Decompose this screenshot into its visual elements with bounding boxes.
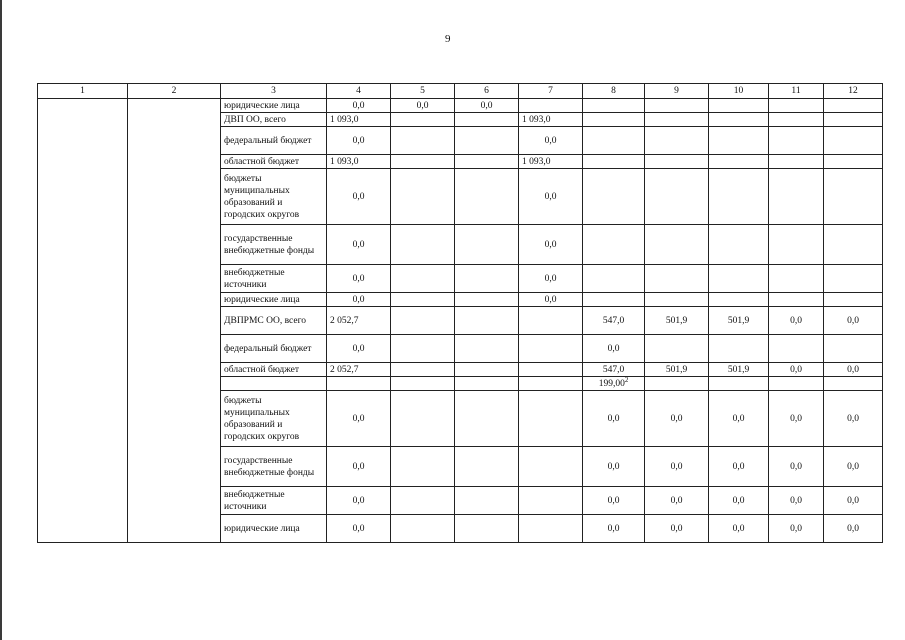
cell-col-9 bbox=[645, 113, 709, 127]
cell-col-6 bbox=[455, 307, 519, 335]
cell-col-6 bbox=[455, 487, 519, 515]
cell-col-9 bbox=[645, 377, 709, 391]
cell-col-8 bbox=[583, 113, 645, 127]
cell-col-8: 0,0 bbox=[583, 515, 645, 543]
cell-col-10: 0,0 bbox=[709, 447, 769, 487]
cell-col-11: 0,0 bbox=[769, 391, 824, 447]
cell-col-7 bbox=[519, 363, 583, 377]
column-header: 4 bbox=[327, 84, 391, 99]
cell-col-10 bbox=[709, 293, 769, 307]
cell-col-11 bbox=[769, 377, 824, 391]
cell-col-4 bbox=[327, 377, 391, 391]
row-label: ДВП ОО, всего bbox=[221, 113, 327, 127]
cell-col-12: 0,0 bbox=[824, 391, 883, 447]
column-1-cell bbox=[38, 99, 128, 543]
cell-col-6 bbox=[455, 169, 519, 225]
column-header: 3 bbox=[221, 84, 327, 99]
page-left-border bbox=[0, 0, 2, 640]
cell-col-12 bbox=[824, 127, 883, 155]
cell-col-8: 0,0 bbox=[583, 391, 645, 447]
cell-col-5 bbox=[391, 515, 455, 543]
cell-col-7: 1 093,0 bbox=[519, 113, 583, 127]
cell-col-9 bbox=[645, 293, 709, 307]
column-header: 5 bbox=[391, 84, 455, 99]
cell-col-4: 0,0 bbox=[327, 515, 391, 543]
cell-col-7 bbox=[519, 487, 583, 515]
cell-col-8: 0,0 bbox=[583, 335, 645, 363]
cell-col-4: 0,0 bbox=[327, 293, 391, 307]
cell-col-9: 501,9 bbox=[645, 363, 709, 377]
cell-col-6 bbox=[455, 391, 519, 447]
cell-col-11 bbox=[769, 155, 824, 169]
cell-col-8 bbox=[583, 265, 645, 293]
cell-col-11 bbox=[769, 99, 824, 113]
row-label: федеральный бюджет bbox=[221, 335, 327, 363]
cell-col-6 bbox=[455, 225, 519, 265]
cell-col-12 bbox=[824, 265, 883, 293]
cell-col-7: 0,0 bbox=[519, 169, 583, 225]
cell-col-10 bbox=[709, 155, 769, 169]
cell-col-9: 501,9 bbox=[645, 307, 709, 335]
cell-col-12 bbox=[824, 377, 883, 391]
cell-col-9 bbox=[645, 335, 709, 363]
cell-col-4: 2 052,7 bbox=[327, 307, 391, 335]
cell-col-5 bbox=[391, 169, 455, 225]
cell-col-6 bbox=[455, 127, 519, 155]
cell-col-7 bbox=[519, 335, 583, 363]
cell-col-9: 0,0 bbox=[645, 447, 709, 487]
cell-col-5 bbox=[391, 127, 455, 155]
cell-col-4: 1 093,0 bbox=[327, 113, 391, 127]
row-label: внебюджетные источники bbox=[221, 487, 327, 515]
cell-col-4: 0,0 bbox=[327, 225, 391, 265]
cell-col-6 bbox=[455, 377, 519, 391]
cell-col-9 bbox=[645, 225, 709, 265]
row-label: государственные внебюджетные фонды bbox=[221, 447, 327, 487]
cell-col-12 bbox=[824, 225, 883, 265]
cell-col-11 bbox=[769, 335, 824, 363]
cell-col-9: 0,0 bbox=[645, 391, 709, 447]
cell-col-11: 0,0 bbox=[769, 515, 824, 543]
cell-col-11: 0,0 bbox=[769, 307, 824, 335]
cell-col-4: 0,0 bbox=[327, 335, 391, 363]
cell-col-5 bbox=[391, 265, 455, 293]
cell-col-11 bbox=[769, 265, 824, 293]
cell-col-7: 0,0 bbox=[519, 225, 583, 265]
cell-col-6 bbox=[455, 515, 519, 543]
cell-col-9 bbox=[645, 265, 709, 293]
cell-col-12: 0,0 bbox=[824, 447, 883, 487]
cell-col-8 bbox=[583, 225, 645, 265]
cell-col-10 bbox=[709, 127, 769, 155]
cell-col-5: 0,0 bbox=[391, 99, 455, 113]
cell-col-7 bbox=[519, 391, 583, 447]
cell-col-6 bbox=[455, 335, 519, 363]
cell-col-4: 0,0 bbox=[327, 127, 391, 155]
cell-col-5 bbox=[391, 377, 455, 391]
cell-col-9 bbox=[645, 155, 709, 169]
cell-col-7: 0,0 bbox=[519, 265, 583, 293]
cell-col-6 bbox=[455, 447, 519, 487]
header-row bbox=[38, 84, 883, 99]
cell-col-5 bbox=[391, 155, 455, 169]
cell-col-9: 0,0 bbox=[645, 515, 709, 543]
row-label: юридические лица bbox=[221, 99, 327, 113]
cell-col-11 bbox=[769, 169, 824, 225]
cell-col-12 bbox=[824, 155, 883, 169]
cell-col-8 bbox=[583, 155, 645, 169]
cell-col-5 bbox=[391, 447, 455, 487]
cell-col-10 bbox=[709, 225, 769, 265]
cell-col-10 bbox=[709, 265, 769, 293]
footnote-marker: 2 bbox=[624, 376, 629, 384]
cell-col-9 bbox=[645, 169, 709, 225]
cell-col-5 bbox=[391, 391, 455, 447]
cell-col-12: 0,0 bbox=[824, 487, 883, 515]
column-header: 11 bbox=[769, 84, 824, 99]
cell-col-5 bbox=[391, 335, 455, 363]
cell-col-11: 0,0 bbox=[769, 447, 824, 487]
cell-col-11 bbox=[769, 293, 824, 307]
row-label: юридические лица bbox=[221, 515, 327, 543]
cell-col-8 bbox=[583, 127, 645, 155]
cell-col-6 bbox=[455, 363, 519, 377]
column-header: 9 bbox=[645, 84, 709, 99]
cell-col-12 bbox=[824, 335, 883, 363]
table-row bbox=[38, 99, 883, 113]
column-header: 2 bbox=[128, 84, 221, 99]
cell-col-4: 2 052,7 bbox=[327, 363, 391, 377]
cell-value: 199,00 bbox=[598, 378, 625, 389]
row-label: юридические лица bbox=[221, 293, 327, 307]
cell-col-8 bbox=[583, 377, 645, 391]
column-header: 6 bbox=[455, 84, 519, 99]
cell-col-7 bbox=[519, 307, 583, 335]
cell-col-11 bbox=[769, 127, 824, 155]
cell-col-4: 0,0 bbox=[327, 487, 391, 515]
column-header: 7 bbox=[519, 84, 583, 99]
cell-col-12: 0,0 bbox=[824, 515, 883, 543]
cell-col-7 bbox=[519, 515, 583, 543]
budget-table bbox=[37, 83, 883, 543]
cell-col-4: 1 093,0 bbox=[327, 155, 391, 169]
column-header: 1 bbox=[38, 84, 128, 99]
cell-col-8 bbox=[583, 169, 645, 225]
cell-col-4: 0,0 bbox=[327, 265, 391, 293]
row-label: бюджеты муниципальных образований и городских округов bbox=[221, 169, 327, 225]
column-header: 12 bbox=[824, 84, 883, 99]
cell-col-7: 0,0 bbox=[519, 293, 583, 307]
row-label: внебюджетные источники bbox=[221, 265, 327, 293]
column-header: 8 bbox=[583, 84, 645, 99]
cell-col-10: 0,0 bbox=[709, 391, 769, 447]
cell-col-6: 0,0 bbox=[455, 99, 519, 113]
cell-col-8: 0,0 bbox=[583, 487, 645, 515]
cell-col-12: 0,0 bbox=[824, 363, 883, 377]
cell-col-5 bbox=[391, 293, 455, 307]
cell-col-4: 0,0 bbox=[327, 169, 391, 225]
cell-col-6 bbox=[455, 293, 519, 307]
cell-col-10 bbox=[709, 377, 769, 391]
cell-col-11: 0,0 bbox=[769, 487, 824, 515]
cell-col-8 bbox=[583, 99, 645, 113]
cell-col-12 bbox=[824, 113, 883, 127]
cell-col-5 bbox=[391, 363, 455, 377]
cell-col-8: 0,0 bbox=[583, 447, 645, 487]
cell-col-10 bbox=[709, 99, 769, 113]
cell-col-12 bbox=[824, 99, 883, 113]
cell-col-6 bbox=[455, 265, 519, 293]
cell-col-10 bbox=[709, 113, 769, 127]
cell-col-7 bbox=[519, 447, 583, 487]
column-header: 10 bbox=[709, 84, 769, 99]
page-number: 9 bbox=[445, 33, 451, 45]
cell-col-7 bbox=[519, 99, 583, 113]
cell-col-10: 501,9 bbox=[709, 363, 769, 377]
cell-col-6 bbox=[455, 113, 519, 127]
cell-col-11 bbox=[769, 113, 824, 127]
cell-col-9 bbox=[645, 99, 709, 113]
cell-col-8: 547,0 bbox=[583, 363, 645, 377]
cell-col-4: 0,0 bbox=[327, 99, 391, 113]
cell-col-11: 0,0 bbox=[769, 363, 824, 377]
cell-col-7: 0,0 bbox=[519, 127, 583, 155]
row-label bbox=[221, 377, 327, 391]
column-2-cell bbox=[128, 99, 221, 543]
cell-col-6 bbox=[455, 155, 519, 169]
cell-col-10 bbox=[709, 335, 769, 363]
row-label: федеральный бюджет bbox=[221, 127, 327, 155]
cell-col-12 bbox=[824, 293, 883, 307]
row-label: областной бюджет bbox=[221, 155, 327, 169]
cell-col-5 bbox=[391, 487, 455, 515]
row-label: ДВПРМС ОО, всего bbox=[221, 307, 327, 335]
row-label: государственные внебюджетные фонды bbox=[221, 225, 327, 265]
cell-col-5 bbox=[391, 113, 455, 127]
cell-col-8 bbox=[583, 293, 645, 307]
cell-col-5 bbox=[391, 307, 455, 335]
cell-col-12: 0,0 bbox=[824, 307, 883, 335]
cell-col-10 bbox=[709, 169, 769, 225]
cell-col-10: 501,9 bbox=[709, 307, 769, 335]
cell-col-11 bbox=[769, 225, 824, 265]
cell-col-9 bbox=[645, 127, 709, 155]
cell-col-10: 0,0 bbox=[709, 487, 769, 515]
cell-col-7 bbox=[519, 377, 583, 391]
cell-col-12 bbox=[824, 169, 883, 225]
row-label: областной бюджет bbox=[221, 363, 327, 377]
row-label: бюджеты муниципальных образований и городских округов bbox=[221, 391, 327, 447]
cell-col-9: 0,0 bbox=[645, 487, 709, 515]
cell-col-7: 1 093,0 bbox=[519, 155, 583, 169]
cell-col-4: 0,0 bbox=[327, 391, 391, 447]
cell-col-4: 0,0 bbox=[327, 447, 391, 487]
cell-col-8: 547,0 bbox=[583, 307, 645, 335]
cell-col-10: 0,0 bbox=[709, 515, 769, 543]
cell-col-5 bbox=[391, 225, 455, 265]
